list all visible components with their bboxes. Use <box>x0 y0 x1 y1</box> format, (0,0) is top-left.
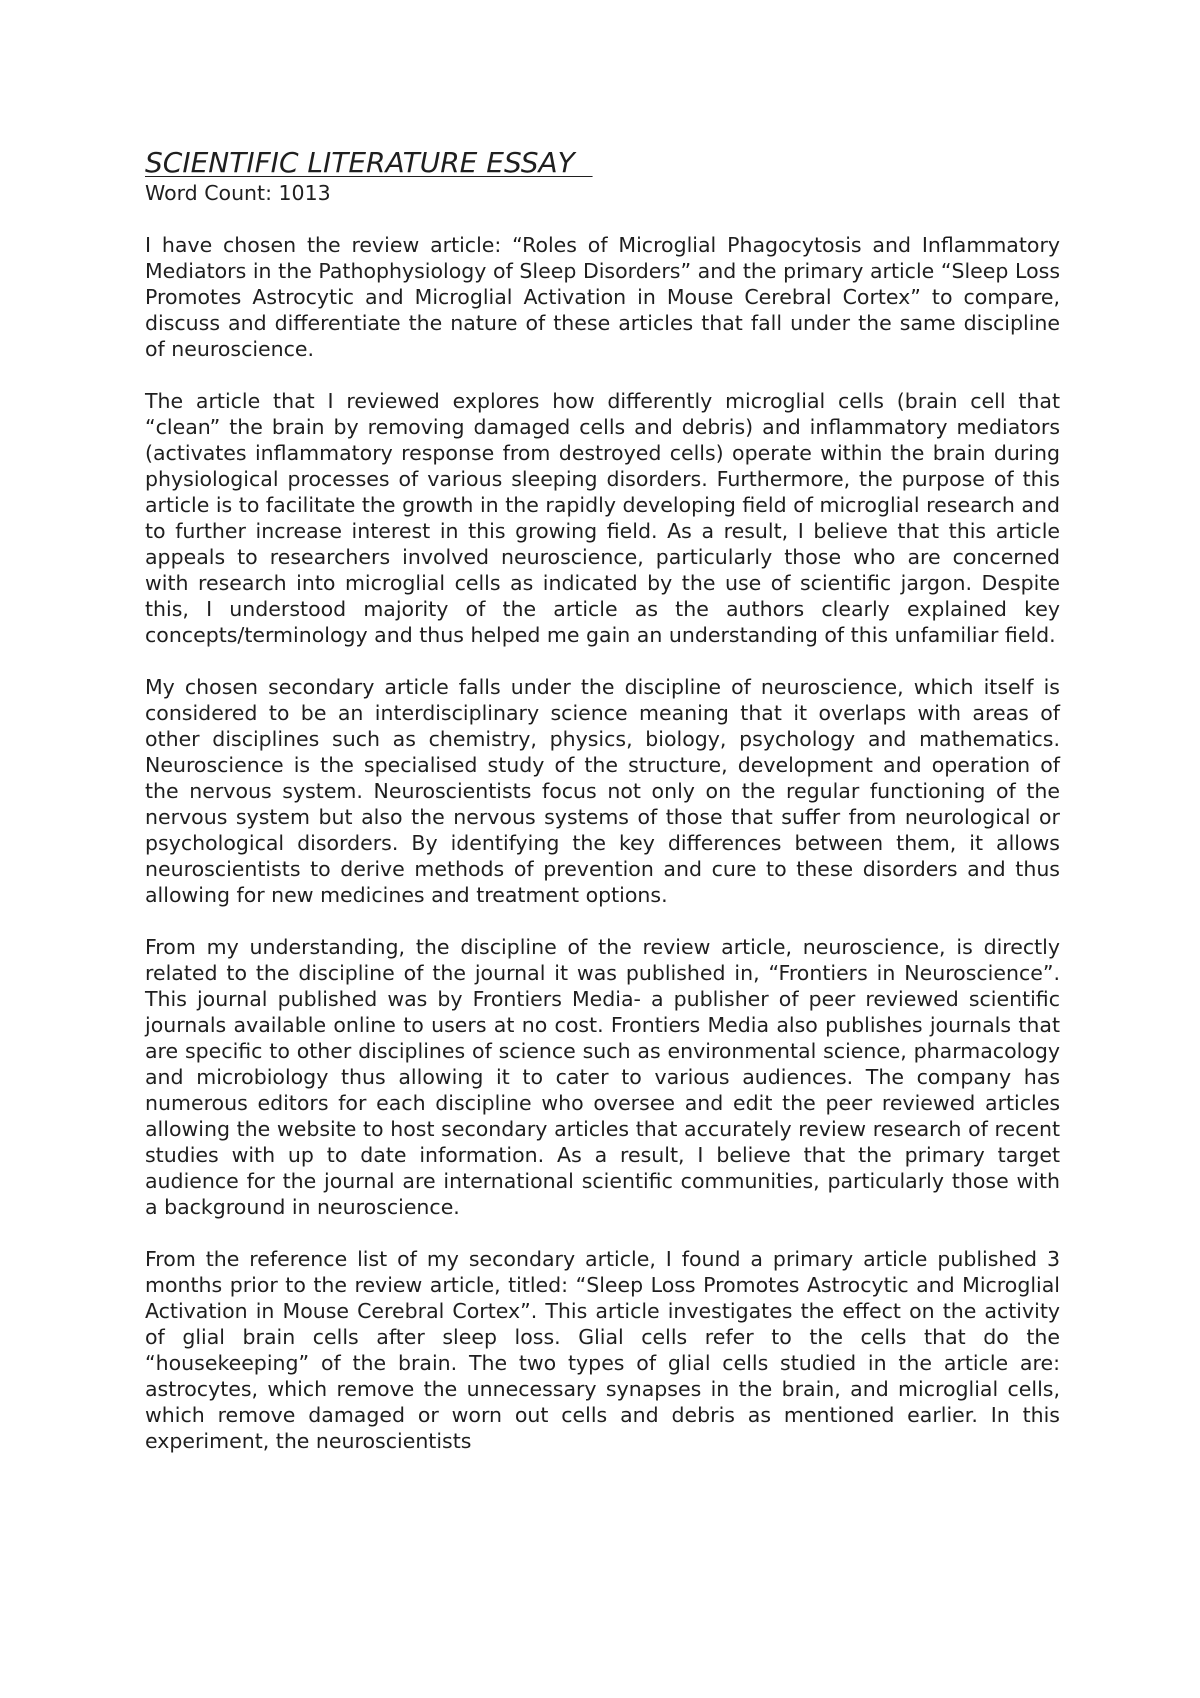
paragraph-4: From my understanding, the discipline of the review article, neuroscience, is directly related to the discipline of the journal it was published in, “Frontiers in Neuroscience”. This journal published was by Frontiers Media- a publisher of peer reviewed scientific journals available online to users at no cost. Frontiers Media also publishes journals that are specific to other disciplines of science such as environmental science, pharmacology and microbiology thus allowing it to cater to various audiences. The company has numerous editors for each discipline who oversee and edit the peer reviewed articles allowing the website to host secondary articles that accurately review research of recent studies with up to date information. As a result, I believe that the primary target audience for the journal are international scientific communities, particularly those with a background in neuroscience. <box>145 935 1060 1219</box>
paragraph-2: The article that I reviewed explores how differently microglial cells (brain cell that “clean” the brain by removing damaged cells and debris) and inflammatory mediators (activates inflammatory response from destroyed cells) operate within the brain during physiological processes of various sleeping disorders. Furthermore, the purpose of this article is to facilitate the growth in the rapidly developing field of microglial research and to further increase interest in this growing field. As a result, I believe that this article appeals to researchers involved neuroscience, particularly those who are concerned with research into microglial cells as indicated by the use of scientific jargon. Despite this, I understood majority of the article as the authors clearly explained key concepts/terminology and thus helped me gain an understanding of this unfamiliar field. <box>145 389 1060 647</box>
paragraph-3: My chosen secondary article falls under the discipline of neuroscience, which itself is considered to be an interdisciplinary science meaning that it overlaps with areas of other disciplines such as chemistry, physics, biology, psychology and mathematics. Neuroscience is the specialised study of the structure, development and operation of the nervous system. Neuroscientists focus not only on the regular functioning of the nervous system but also the nervous systems of those that suffer from neurological or psychological disorders. By identifying the key differences between them, it allows neuroscientists to derive methods of prevention and cure to these disorders and thus allowing for new medicines and treatment options. <box>145 675 1060 907</box>
essay-title: SCIENTIFIC LITERATURE ESSAY <box>145 146 593 179</box>
paragraph-5: From the reference list of my secondary article, I found a primary article published 3 months prior to the review article, titled: “Sleep Loss Promotes Astrocytic and Microglial Activation in Mouse Cerebral Cortex”. This article investigates the effect on the activity of glial brain cells after sleep loss. Glial cells refer to the cells that do the “housekeeping” of the brain. The two types of glial cells studied in the article are: astrocytes, which remove the unnecessary synapses in the brain, and microglial cells, which remove damaged or worn out cells and debris as mentioned earlier. In this experiment, the neuroscientists <box>145 1247 1060 1453</box>
word-count: Word Count: 1013 <box>145 181 331 205</box>
paragraph-1: I have chosen the review article: “Roles of Microglial Phagocytosis and Inflammatory Mediators in the Pathophysiology of Sleep Disorders” and the primary article “Sleep Loss Promotes Astrocytic and Microglial Activation in Mouse Cerebral Cortex” to compare, discuss and differentiate the nature of these articles that fall under the same discipline of neuroscience. <box>145 233 1060 361</box>
document-page <box>145 146 1060 1480</box>
